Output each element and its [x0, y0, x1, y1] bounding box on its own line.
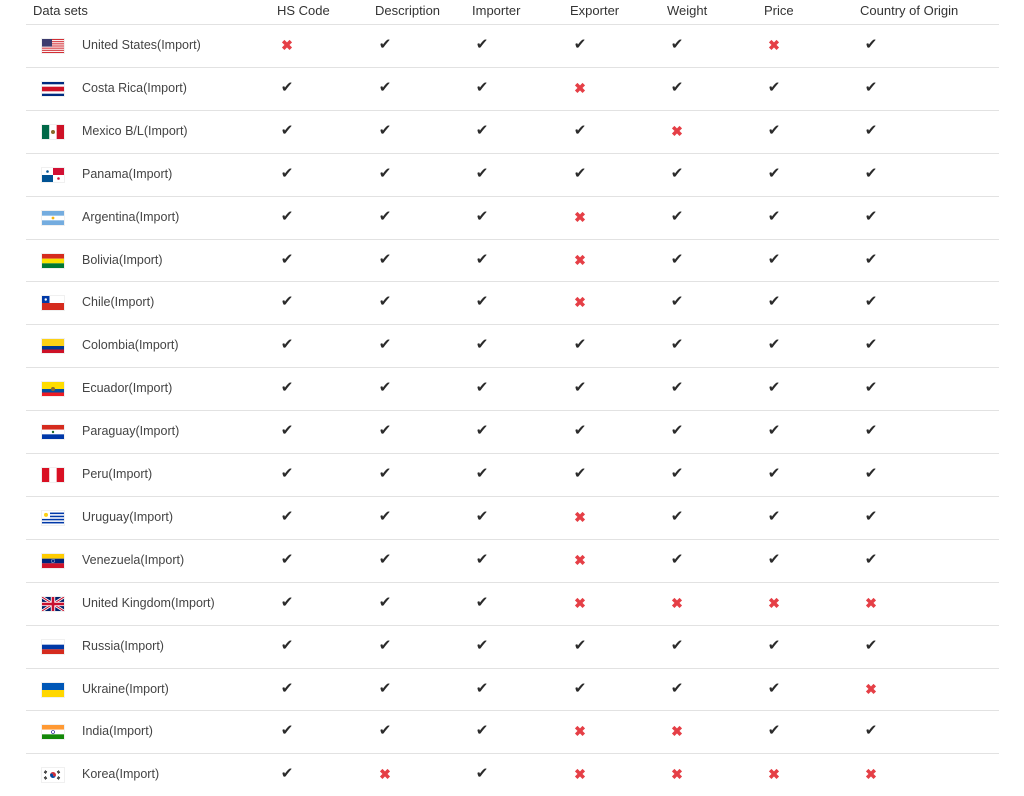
header-exporter: Exporter	[570, 3, 620, 18]
check-icon: ✔	[767, 207, 781, 225]
dataset-name: United States(Import)	[82, 38, 201, 52]
cross-icon: ✖	[574, 723, 586, 740]
paraguay-flag-icon	[42, 425, 64, 439]
dataset-name: Ecuador(Import)	[82, 381, 173, 396]
check-icon: ✔	[767, 465, 781, 482]
table-row	[26, 582, 999, 625]
ecuador-flag-icon	[42, 382, 64, 396]
bolivia-flag-icon	[42, 254, 64, 268]
cross-icon: ✖	[574, 508, 586, 525]
table-row	[26, 153, 999, 196]
dataset-name: Venezuela(Import)	[82, 552, 185, 567]
table-row	[26, 110, 999, 153]
check-icon: ✔	[280, 593, 294, 611]
table-row	[26, 496, 999, 539]
dataset-name: India(Import)	[82, 724, 153, 739]
cross-icon: ✖	[574, 294, 586, 311]
check-icon: ✔	[475, 593, 489, 611]
check-icon: ✔	[767, 121, 781, 139]
check-icon: ✔	[864, 293, 878, 311]
check-icon: ✔	[475, 679, 489, 697]
check-icon: ✔	[864, 336, 878, 354]
table-row	[26, 410, 999, 453]
chile-flag-icon	[42, 296, 64, 310]
check-icon: ✔	[573, 379, 587, 397]
dataset-name: Colombia(Import)	[82, 338, 179, 353]
cross-icon: ✖	[574, 208, 586, 225]
check-icon: ✔	[280, 636, 294, 654]
check-icon: ✔	[378, 78, 392, 96]
check-icon: ✔	[864, 250, 878, 268]
check-icon: ✔	[670, 465, 684, 482]
check-icon: ✔	[280, 293, 294, 311]
check-icon: ✔	[767, 507, 781, 525]
check-icon: ✔	[475, 507, 489, 525]
dataset-name: Chile(Import)	[82, 295, 155, 310]
argentina-flag-icon	[42, 211, 64, 225]
check-icon: ✔	[378, 507, 392, 525]
check-icon: ✔	[378, 379, 392, 397]
header-hs-code: HS Code	[277, 3, 330, 18]
check-icon: ✔	[280, 422, 294, 440]
check-icon: ✔	[864, 422, 878, 440]
check-icon: ✔	[475, 78, 489, 96]
check-icon: ✔	[573, 121, 587, 139]
table-row	[26, 24, 999, 67]
table-row	[26, 196, 999, 239]
check-icon: ✔	[280, 336, 294, 354]
check-icon: ✔	[573, 465, 587, 482]
check-icon: ✔	[864, 379, 878, 397]
check-icon: ✔	[280, 250, 294, 268]
check-icon: ✔	[280, 207, 294, 225]
table-row	[26, 625, 999, 668]
check-icon: ✔	[670, 293, 684, 311]
uruguay-flag-icon	[42, 511, 64, 525]
check-icon: ✔	[864, 78, 878, 96]
dataset-name: Ukraine(Import)	[82, 681, 169, 696]
header-price: Price	[764, 3, 794, 18]
table-row	[26, 710, 999, 753]
table-header	[0, 0, 1024, 25]
check-icon: ✔	[378, 550, 392, 568]
check-icon: ✔	[280, 164, 294, 182]
cross-icon: ✖	[865, 594, 877, 611]
table-row	[26, 753, 999, 796]
cross-icon: ✖	[574, 551, 586, 568]
check-icon: ✔	[767, 293, 781, 311]
check-icon: ✔	[378, 336, 392, 354]
korea-flag-icon	[42, 768, 64, 782]
check-icon: ✔	[864, 550, 878, 568]
dataset-name: Russia(Import)	[82, 638, 164, 653]
check-icon: ✔	[475, 164, 489, 182]
check-icon: ✔	[378, 293, 392, 311]
check-icon: ✔	[767, 422, 781, 440]
check-icon: ✔	[670, 36, 684, 53]
dataset-name: Panama(Import)	[82, 166, 173, 181]
check-icon: ✔	[864, 164, 878, 182]
ukraine-flag-icon	[42, 683, 64, 697]
header-importer: Importer	[472, 3, 521, 18]
check-icon: ✔	[573, 422, 587, 440]
cross-icon: ✖	[281, 37, 293, 53]
cross-icon: ✖	[671, 723, 683, 740]
table-row	[26, 539, 999, 582]
check-icon: ✔	[280, 722, 294, 740]
dataset-name: Korea(Import)	[82, 767, 160, 782]
header-weight: Weight	[667, 3, 708, 18]
india-flag-icon	[42, 725, 64, 739]
cross-icon: ✖	[574, 79, 586, 96]
cross-icon: ✖	[671, 594, 683, 611]
check-icon: ✔	[475, 36, 489, 53]
check-icon: ✔	[378, 636, 392, 654]
check-icon: ✔	[670, 679, 684, 697]
check-icon: ✔	[767, 636, 781, 654]
costa-rica-flag-icon	[42, 82, 64, 96]
check-icon: ✔	[670, 379, 684, 397]
cross-icon: ✖	[671, 122, 683, 139]
check-icon: ✔	[475, 336, 489, 354]
dataset-name: Bolivia(Import)	[82, 252, 163, 267]
check-icon: ✔	[378, 36, 392, 53]
check-icon: ✔	[573, 336, 587, 354]
venezuela-flag-icon	[42, 554, 64, 568]
peru-flag-icon	[42, 468, 64, 482]
check-icon: ✔	[378, 250, 392, 268]
mexico-flag-icon	[42, 125, 64, 139]
check-icon: ✔	[475, 722, 489, 740]
uk-flag-icon	[42, 597, 64, 611]
check-icon: ✔	[280, 679, 294, 697]
check-icon: ✔	[475, 765, 489, 783]
check-icon: ✔	[378, 121, 392, 139]
check-icon: ✔	[378, 207, 392, 225]
cross-icon: ✖	[574, 766, 586, 783]
check-icon: ✔	[475, 465, 489, 482]
check-icon: ✔	[767, 164, 781, 182]
check-icon: ✔	[670, 636, 684, 654]
table-row	[26, 668, 999, 711]
dataset-name: Mexico B/L(Import)	[82, 123, 188, 138]
table-row	[26, 367, 999, 410]
russia-flag-icon	[42, 640, 64, 654]
check-icon: ✔	[767, 250, 781, 268]
check-icon: ✔	[573, 164, 587, 182]
table-row	[26, 239, 999, 282]
check-icon: ✔	[280, 78, 294, 96]
check-icon: ✔	[864, 207, 878, 225]
check-icon: ✔	[475, 422, 489, 440]
check-icon: ✔	[864, 465, 878, 482]
check-icon: ✔	[475, 121, 489, 139]
check-icon: ✔	[767, 550, 781, 568]
header-description: Description	[375, 3, 441, 18]
panama-flag-icon	[42, 168, 64, 182]
header-data-sets: Data sets	[33, 3, 88, 18]
check-icon: ✔	[475, 293, 489, 311]
check-icon: ✔	[864, 722, 878, 740]
check-icon: ✔	[280, 121, 294, 139]
cross-icon: ✖	[768, 594, 780, 611]
table-row	[26, 281, 999, 324]
check-icon: ✔	[864, 636, 878, 654]
dataset-name: Paraguay(Import)	[82, 424, 180, 439]
check-icon: ✔	[670, 78, 684, 96]
check-icon: ✔	[864, 36, 878, 53]
check-icon: ✔	[475, 550, 489, 568]
table-row	[26, 67, 999, 110]
check-icon: ✔	[670, 550, 684, 568]
check-icon: ✔	[864, 121, 878, 139]
dataset-name: Costa Rica(Import)	[82, 80, 187, 95]
check-icon: ✔	[378, 722, 392, 740]
check-icon: ✔	[280, 550, 294, 568]
check-icon: ✔	[573, 36, 587, 53]
check-icon: ✔	[767, 722, 781, 740]
colombia-flag-icon	[42, 339, 64, 353]
check-icon: ✔	[670, 336, 684, 354]
check-icon: ✔	[378, 679, 392, 697]
us-flag-icon	[42, 39, 64, 53]
check-icon: ✔	[767, 379, 781, 397]
cross-icon: ✖	[768, 766, 780, 783]
cross-icon: ✖	[574, 251, 586, 268]
check-icon: ✔	[670, 422, 684, 440]
cross-icon: ✖	[671, 766, 683, 783]
check-icon: ✔	[573, 679, 587, 697]
check-icon: ✔	[280, 507, 294, 525]
cross-icon: ✖	[865, 766, 877, 783]
check-icon: ✔	[670, 164, 684, 182]
dataset-name: United Kingdom(Import)	[82, 595, 215, 610]
dataset-name: Uruguay(Import)	[82, 509, 173, 524]
check-icon: ✔	[573, 636, 587, 654]
check-icon: ✔	[378, 465, 392, 482]
cross-icon: ✖	[768, 37, 780, 53]
cross-icon: ✖	[865, 680, 877, 697]
dataset-name: Peru(Import)	[82, 467, 153, 481]
check-icon: ✔	[767, 78, 781, 96]
table-row	[26, 324, 999, 367]
check-icon: ✔	[670, 507, 684, 525]
dataset-name: Argentina(Import)	[82, 209, 180, 224]
check-icon: ✔	[767, 679, 781, 697]
check-icon: ✔	[280, 765, 294, 783]
cross-icon: ✖	[379, 766, 391, 783]
table-row	[26, 453, 999, 496]
check-icon: ✔	[767, 336, 781, 354]
header-country-of-origin: Country of Origin	[860, 3, 959, 18]
check-icon: ✔	[378, 164, 392, 182]
check-icon: ✔	[475, 636, 489, 654]
check-icon: ✔	[475, 379, 489, 397]
cross-icon: ✖	[574, 594, 586, 611]
check-icon: ✔	[670, 250, 684, 268]
check-icon: ✔	[378, 593, 392, 611]
check-icon: ✔	[475, 207, 489, 225]
check-icon: ✔	[280, 379, 294, 397]
check-icon: ✔	[378, 422, 392, 440]
check-icon: ✔	[475, 250, 489, 268]
check-icon: ✔	[864, 507, 878, 525]
check-icon: ✔	[670, 207, 684, 225]
check-icon: ✔	[280, 465, 294, 482]
